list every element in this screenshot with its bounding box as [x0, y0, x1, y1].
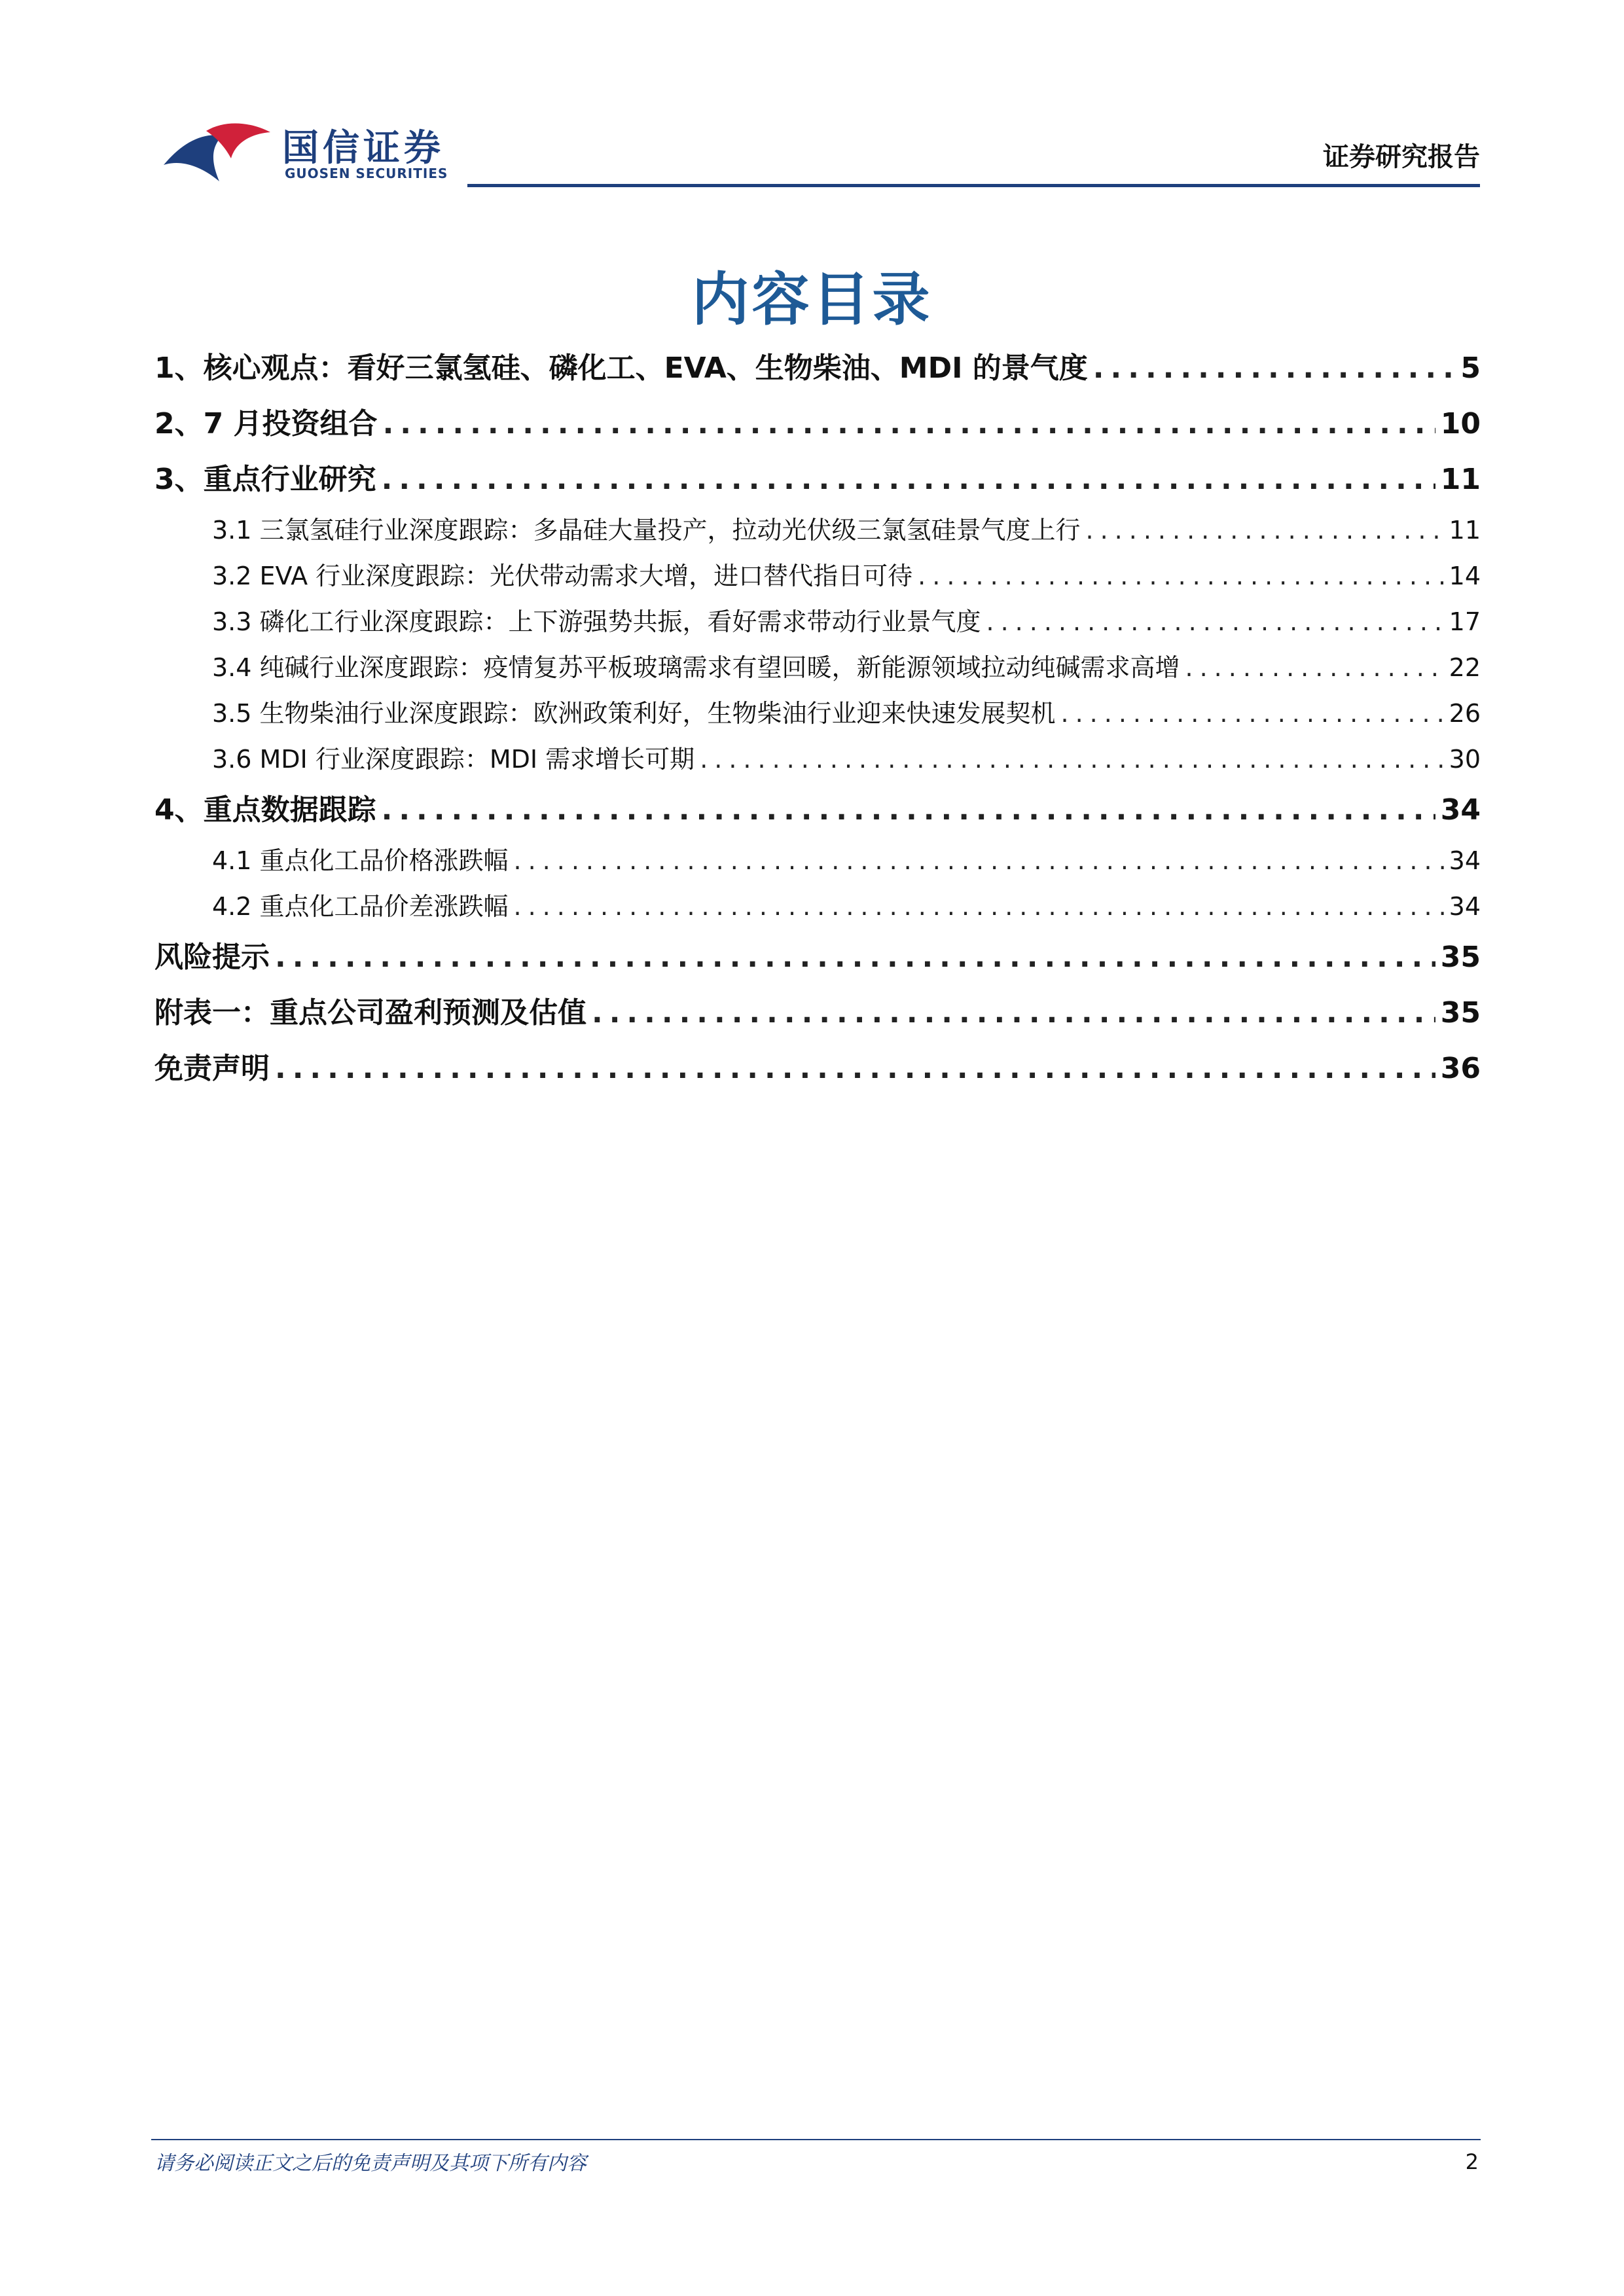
toc-entry-page: 5 — [1460, 351, 1481, 385]
toc-entry-label: 1、核心观点：看好三氯氢硅、磷化工、EVA、生物柴油、MDI 的景气度 — [154, 351, 1088, 385]
toc-entry-4-1[interactable] — [154, 838, 1481, 884]
toc-entry-3-5[interactable] — [154, 691, 1481, 736]
toc-entry-label: 免责声明 — [154, 1052, 270, 1085]
toc-leader-dots — [514, 884, 1444, 929]
toc-entry-3[interactable] — [154, 452, 1481, 507]
toc-entry-page: 22 — [1449, 653, 1481, 682]
toc-leader-dots — [275, 1041, 1435, 1096]
toc-entry-label: 附表一：重点公司盈利预测及估值 — [154, 996, 586, 1030]
toc-entry-label: 3.6 MDI 行业深度跟踪：MDI 需求增长可期 — [212, 745, 695, 774]
toc-entry-page: 10 — [1440, 407, 1481, 440]
guosen-logo-icon — [160, 119, 275, 188]
toc-entry-4[interactable] — [154, 782, 1481, 838]
toc-entry-label: 3.2 EVA 行业深度跟踪：光伏带动需求大增，进口替代指日可待 — [212, 562, 913, 590]
toc-leader-dots — [986, 599, 1444, 645]
toc-entry-label: 3.4 纯碱行业深度跟踪：疫情复苏平板玻璃需求有望回暖，新能源领域拉动纯碱需求高增 — [212, 653, 1180, 682]
toc-leader-dots — [918, 553, 1443, 599]
toc-leader-dots — [1061, 691, 1444, 736]
table-of-contents — [154, 340, 1481, 1096]
toc-entry-3-6[interactable] — [154, 736, 1481, 782]
toc-leader-dots — [383, 396, 1435, 452]
toc-entry-page: 34 — [1449, 892, 1481, 921]
toc-leader-dots — [592, 985, 1435, 1041]
toc-entry-page: 36 — [1440, 1052, 1481, 1085]
toc-entry-page: 34 — [1449, 846, 1481, 875]
toc-entry-page: 11 — [1440, 463, 1481, 496]
page-number: 2 — [1465, 2149, 1479, 2174]
toc-entry-3-1[interactable] — [154, 507, 1481, 553]
toc-entry-page: 26 — [1449, 699, 1481, 728]
toc-entry-label: 4.1 重点化工品价格涨跌幅 — [212, 846, 509, 875]
footer-divider — [151, 2139, 1481, 2140]
toc-entry-page: 34 — [1440, 793, 1481, 827]
toc-leader-dots — [1093, 340, 1456, 396]
report-type-label: 证券研究报告 — [1323, 142, 1480, 172]
toc-entry-1[interactable] — [154, 340, 1481, 396]
toc-entry-3-3[interactable] — [154, 599, 1481, 645]
toc-leader-dots — [1185, 645, 1444, 691]
toc-entry-label: 3.1 三氯氢硅行业深度跟踪：多晶硅大量投产，拉动光伏级三氯氢硅景气度上行 — [212, 516, 1081, 545]
toc-leader-dots — [382, 452, 1435, 507]
footer-disclaimer-note: 请务必阅读正文之后的免责声明及其项下所有内容 — [154, 2152, 586, 2175]
toc-entry-label: 3.3 磷化工行业深度跟踪：上下游强势共振，看好需求带动行业景气度 — [212, 607, 981, 636]
toc-leader-dots — [382, 782, 1435, 838]
toc-leader-dots — [275, 929, 1435, 985]
toc-title: 内容目录 — [691, 266, 933, 333]
toc-entry-page: 11 — [1449, 516, 1481, 545]
toc-entry-disclaimer[interactable] — [154, 1041, 1481, 1096]
toc-entry-label: 风险提示 — [154, 941, 270, 974]
toc-entry-3-4[interactable] — [154, 645, 1481, 691]
toc-entry-page: 14 — [1449, 562, 1481, 590]
toc-entry-label: 3.5 生物柴油行业深度跟踪：欧洲政策利好，生物柴油行业迎来快速发展契机 — [212, 699, 1056, 728]
toc-entry-page: 35 — [1440, 941, 1481, 974]
toc-entry-risk[interactable] — [154, 929, 1481, 985]
toc-entry-appendix[interactable] — [154, 985, 1481, 1041]
toc-entry-label: 4.2 重点化工品价差涨跌幅 — [212, 892, 509, 921]
toc-entry-page: 35 — [1440, 996, 1481, 1030]
toc-entry-page: 30 — [1449, 745, 1481, 774]
toc-leader-dots — [514, 838, 1444, 884]
toc-leader-dots — [700, 736, 1443, 782]
logo-chinese-name: 国信证券 — [282, 127, 444, 170]
toc-entry-label: 2、7 月投资组合 — [154, 407, 378, 440]
toc-entry-3-2[interactable] — [154, 553, 1481, 599]
company-logo — [160, 117, 448, 188]
header-divider — [467, 184, 1480, 187]
toc-leader-dots — [1086, 507, 1444, 553]
toc-entry-label: 4、重点数据跟踪 — [154, 793, 376, 827]
toc-entry-page: 17 — [1449, 607, 1481, 636]
toc-entry-4-2[interactable] — [154, 884, 1481, 929]
logo-english-name: GUOSEN SECURITIES — [285, 166, 448, 181]
toc-entry-2[interactable] — [154, 396, 1481, 452]
toc-entry-label: 3、重点行业研究 — [154, 463, 376, 496]
